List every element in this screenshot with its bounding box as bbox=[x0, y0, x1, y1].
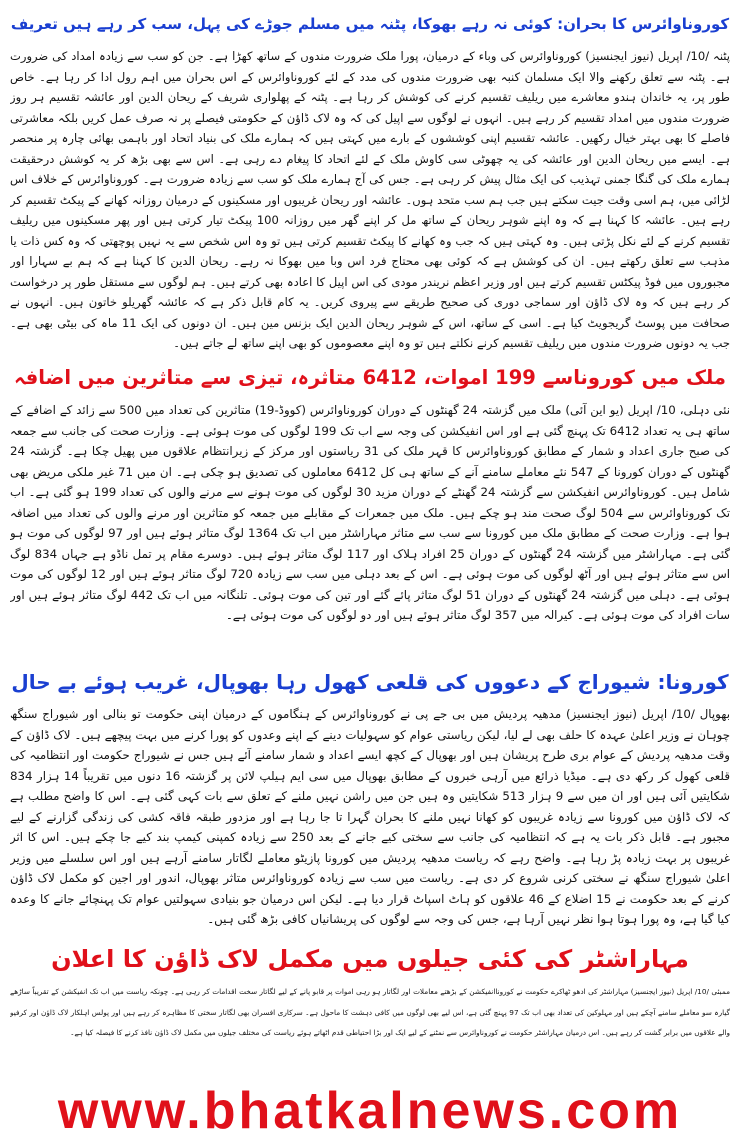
footer-website-url: www.bhatkalnews.com bbox=[57, 1086, 683, 1136]
article-body-corona-deaths: نئی دہلی، 10/ اپریل (یو این آئی) ملک میں گزشتہ 24 گھنٹوں کے دوران کوروناوائرس (کووڈ-19) متاثرین کی تعداد میں 500 سے زائد کے اضافے کے ساتھ ہی یہ تعداد 6412 تک پہنچ گئی ہے اور اس انفیکشن کی وجہ سے اب تک 199 لوگوں کی موت ہوئی ہے۔ وزارت صحت کی جانب سے جمعہ کی صبح جاری اعداد و شمار کے مطابق کوروناوائرس کا قہر ملک کی 31 ریاستوں اور مرکز کے زیرانتظام علاقوں میں پھیل چکا ہے۔ گزشتہ 24 گھنٹوں کے دوران کورونا کے 547 نئے معاملے سامنے آنے کے ساتھ ہی کل 6412 معاملوں کی تصدیق ہو چکی ہے۔ ان میں 71 غیر ملکی مریض بھی شامل ہیں۔ کوروناوائرس انفیکشن سے گزشتہ 24 گھنٹے کے دوران مزید 30 لوگوں کی موت ہونے سے مرنے والوں کی تعداد 199 ہو گئی ہے۔ اب تک کوروناوائرس سے 504 لوگ صحت مند ہو چکے ہیں۔ ملک میں جمعرات کے مقابلے میں جمعہ کو متاثرین اور مرنے والوں کی تعداد میں اضافہ ہوا ہے۔ وزارت صحت کے مطابق ملک میں کورونا سے سب سے متاثر مہاراشٹر میں اب تک 1364 لوگ متاثر ہوئے ہیں اور 97 لوگوں کی موت ہو گئی ہے۔ مہاراشٹر میں گزشتہ 24 گھنٹوں کے دوران 25 افراد ہلاک اور 117 لوگ متاثر ہوئے ہیں۔ دوسرے مقام پر تمل ناڈو ہے جہاں 834 لوگ اس سے متاثر ہوئے ہیں اور آٹھ لوگوں کی موت ہوئی ہے۔ اس کے بعد دہلی میں سب سے زیادہ 720 لوگ متاثر ہوئے ہیں اور 12 لوگوں کی موت ہوئی ہے۔ دہلی میں گزشتہ 24 گھنٹوں کے دوران 51 لوگ متاثر پائے گئے اور تین کی موت ہوئی۔ تلنگانہ میں اب تک 442 لوگ متاثر ہوئے ہیں اور سات افراد کی موت ہوئی ہے۔ کیرالہ میں 357 لوگ متاثر ہوئے ہیں اور دو لوگوں کی موت ہوئی ہے۔ bbox=[10, 403, 730, 622]
headline-corona-patna-couple: کوروناوائرس کا بحران: کوئی نہ رہے بھوکا، پٹنہ میں مسلم جوڑے کی پہل، سب کر رہے ہیں تعریف bbox=[10, 15, 730, 33]
headline-shivraj-bhopal: کورونا: شیوراج کے دعووں کی قلعی کھول رہا بھوپال، غریب ہوئے بے حال bbox=[11, 670, 729, 694]
article-body-shivraj-bhopal: بھوپال /10/ اپریل (نیوز ایجنسیز) مدھیہ پردیش میں بی جے پی نے کوروناوائرس کے ہنگاموں کے درمیان اپنی حکومت تو بنالی اور شیوراج سنگھ چوہان نے وزیر اعلیٰ عہدہ کا حلف بھی لے لیا، لیکن ریاستی عوام کو سہولیات دینے کے اپنے وعدوں کو پورا کرنے میں بہت پیچھے ہیں۔ لاک ڈاؤن کے وقت مدھیہ پردیش کے عوام بری طرح پریشان ہیں اور بھوپال کے کچھ ایسے اعداد و شمار سامنے آئے ہیں جس نے شیوراج حکومت اور انتظامیہ کی قلعی کھول کر رکھ دی ہے۔ میڈیا ذرائع میں آرہی خبروں کے مطابق بھوپال میں سی ایم ہیلپ لائن پر گزشتہ 16 دنوں میں تقریباً 14 ہزار 834 شکایتیں آئی ہیں اور ان میں سے 9 ہزار 513 شکایتیں وہ ہیں جن میں راشن نہیں ملنے کے تعلق سے بات کہی گئی ہے۔ اس کا واضح مطلب ہے کہ لاک ڈاؤن میں کورونا سے زیادہ غریبوں کو کھانا نہیں ملنے کا بحران گہرا تا جا رہا ہے اور مزدور طبقہ فاقہ کشی کی زندگی گزارنے کے لیے مجبور ہے۔ قابل ذکر بات یہ ہے کہ انتظامیہ کی جانب سے سختی کیے جانے کے بعد 250 سے زیادہ کمپنی کیمپ بند کیے جا چکے ہیں۔ اس کا اثر غریبوں پر بہت زیادہ پڑ رہا ہے۔ واضح رہے کہ ریاست مدھیہ پردیش میں کورونا پازیٹو معاملے لگاتار سامنے آرہے ہیں اور اس سلسلے میں وزیر اعلیٰ شیوراج سنگھ نے سختی کرنی شروع کر دی ہے۔ ریاست میں سب سے زیادہ کوروناوائرس متاثر بھوپال، اندور اور اجین کو مکمل لاک ڈاؤن کرنے کے بعد حکومت نے 15 اضلاع کے 46 علاقوں کو ہاٹ اسپاٹ قرار دیا ہے۔ لیکن اس درمیان جو بنیادی سہولتیں عوام تک پہنچائے جانے کا وعدہ کیا گیا ہے، وہ پورا ہوتا ہوا نظر نہیں آرہا ہے، جس کی وجہ سے لوگوں کی پریشانیاں کافی بڑھ گئی ہیں۔ bbox=[10, 707, 730, 926]
article-body-patna-couple: پٹنہ /10/ اپریل (نیوز ایجنسیز) کوروناوائرس کی وباء کے درمیان، پورا ملک ضرورت مندوں کے ساتھ کھڑا ہے۔ جن کو سب سے زیادہ امداد کی ضرورت ہے۔ پٹنہ سے تعلق رکھنے والا ایک مسلمان کنبہ بھی ضرورت مندوں کی مدد کے لئے کوروناوائرس کے اس بحران میں اہم رول ادا کر رہا ہے۔ خاص طور پر، یہ خاندان ہندو معاشرے میں ریلیف تقسیم کرنے کی کوشش کر رہا ہے۔ پٹنہ کے پھلواری شریف کے ریحان الدین اور عائشہ تقسیم ہر روز ضرورت مندوں میں امداد تقسیم کر رہے ہیں۔ انہوں نے لوگوں سے اپیل کی کہ وہ لاک ڈاؤن کے حکومتی فیصلے پر نہ صرف عمل کریں بلکہ معاشرتی فاصلے کا بھی بہتر خیال رکھیں۔ عائشہ تقسیم اپنی کوششوں کے بارے میں کہتی ہیں کہ ہمارے ملک کی بنیاد اتحاد اور باہمی بھائی چارہ پر منحصر ہے۔ ایسے میں ریحان الدین اور عائشہ کی یہ چھوٹی سی کاوش ملک کے لئے اتحاد کا پیغام دے رہی ہے۔ اس سے بھی بڑھ کر یہ کوشش درحقیقت ہمارے ملک کی گنگا جمنی تہذیب کی ایک مثال پیش کر رہی ہے۔ جس کی آج ہمارے ملک کو سب سے زیادہ ضرورت ہے۔ کوروناوائرس کے خلاف اس لڑائی میں، ہم اسی وقت جیت سکتے ہیں جب ہم سب متحد ہوں۔ عائشہ اور ریحان غریبوں اور مسکینوں کے درمیان روزانہ کھانے کے پیکٹ تقسیم کر رہے ہیں۔ عائشہ کا کہنا ہے کہ وہ اپنے شوہر ریحان کے ساتھ مل کر اپنے گھر میں روزانہ 100 پیکٹ تیار کرتی ہیں اور پھر مسکینوں میں ریلیف تقسیم کرنے کے لئے نکل پڑتی ہیں۔ وہ کہتی ہیں کہ جب وہ کھانے کا پیکٹ تقسیم کرتی ہیں تو وہ اس شخص سے یہ نہیں پوچھتی کہ وہ کس ذات یا مذہب سے تعلق رکھتے ہیں۔ ان کی کوشش ہے کہ کوئی بھی محتاج فرد اس وبا میں بھوکا نہ رہے۔ ریحان الدین کا کہنا ہے کہ ہم بے سہارا اور مجبوروں میں فوڈ پیکٹس تقسیم کرتے ہیں اور وزیر اعظم نریندر مودی کی اس اپیل کا اعادہ بھی کرتے ہیں۔ ہم لوگوں سے مستقل طور پر درخواست کر رہے ہیں کہ وہ لاک ڈاؤن اور سماجی دوری کی صحیح طریقے سے پیروی کریں۔ یہ کام قابل ذکر ہے کہ عائشہ گھریلو خاتون ہیں۔ انہوں نے صحافت میں پوسٹ گریجویٹ کیا ہے۔ اسی کے ساتھ، اس کے شوہر ریحان الدین ایک بزنس مین ہیں۔ ان دونوں کی ایک 11 ماہ کی بیٹی بھی ہے۔ جب یہ دونوں ضرورت مندوں میں ریلیف تقسیم کرنے نکلتے ہیں تو وہ اپنے معصوموں کو بھی اپنے ساتھ لے جاتے ہیں۔ bbox=[10, 49, 730, 350]
headline-maharashtra-jails-lockdown: مہاراشٹر کی کئی جیلوں میں مکمل لاک ڈاؤن کا اعلان bbox=[51, 945, 689, 973]
article-body-maharashtra-jails: ممبئی /10/ اپریل (نیوز ایجنسیز) مہاراشٹر کی ادھو ٹھاکرے حکومت نے کوروناانفیکشن کے بڑھتے معاملات اور لگاتار ہو رہی اموات پر قابو پانے کے لیے لگاتار سخت اقدامات کر رہی ہے۔ چونکہ ریاست میں اب تک انفیکشن کے تقریباً ساڑھے گیارہ سو معاملے سامنے آچکے ہیں اور مہلوکین کی تعداد بھی اب تک 97 پہنچ گئی ہے، اس لیے بھی لوگوں میں کافی دہشت کا ماحول ہے۔ سرکاری افسران بھی لگاتار سختی کا مظاہرہ کر رہے ہیں اور پولس اہلکار لاک ڈاؤن اور کرفیو والے علاقوں میں برابر گشت کر رہے ہیں۔ اس درمیان مہاراشٹر حکومت نے کوروناوائرس سے نمٹنے کے لیے ایک اور بڑا احتیاطی قدم اٹھاتے ہوئے ریاست کی مختلف جیلوں میں مکمل لاک ڈاؤن نافذ کرنے کا فیصلہ کیا ہے۔ bbox=[10, 987, 730, 1037]
headline-corona-deaths-india: ملک میں کوروناسے 199 اموات، 6412 متاثرہ، تیزی سے متاثرین میں اضافہ bbox=[14, 366, 726, 389]
